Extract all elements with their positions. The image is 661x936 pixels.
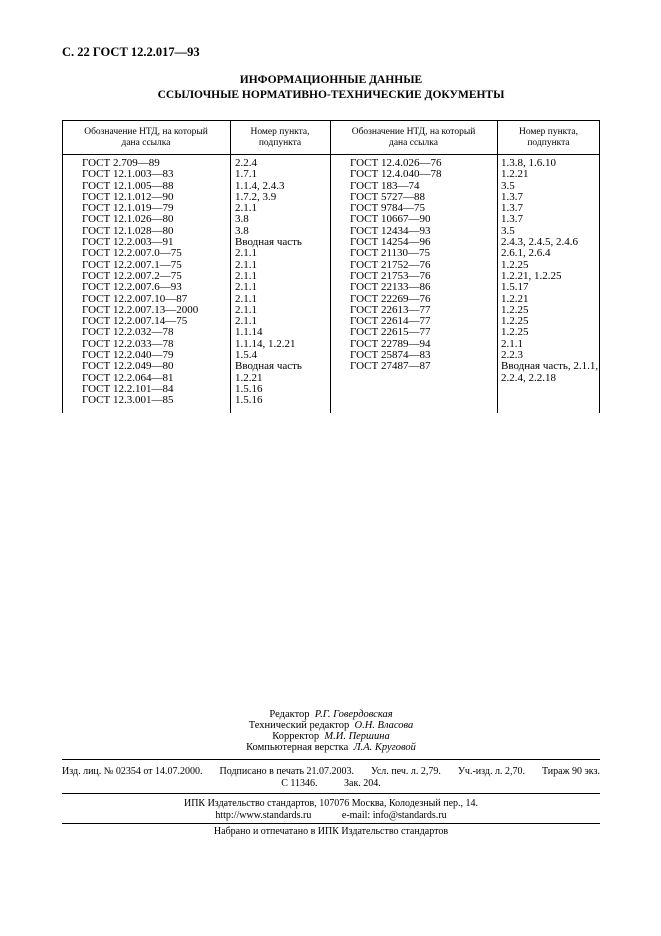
table-border-left xyxy=(62,121,63,413)
clause-number: 2.1.1 xyxy=(235,202,257,215)
imprint-printed-sheets: Усл. печ. л. 2,79. xyxy=(370,766,441,777)
credit-name: Р.Г. Говердовская xyxy=(314,709,393,720)
imprint-order: Зак. 204. xyxy=(344,778,381,789)
ntd-designation: ГОСТ 12.2.033—78 xyxy=(82,337,174,350)
doc-title-line2: ССЫЛОЧНЫЕ НОРМАТИВНО-ТЕХНИЧЕСКИЕ ДОКУМЕНТЫ xyxy=(157,89,505,101)
column-header-designation: Обозначение НТД, на который дана ссылка xyxy=(84,127,208,148)
credit-role: Компьютерная верстка xyxy=(246,742,349,753)
clause-number: 3.8 xyxy=(235,213,249,226)
table-row xyxy=(330,282,600,293)
publisher-address: ИПК Издательство стандартов, 107076 Москва, Колодезный пер., 14. xyxy=(183,798,479,809)
ntd-designation: ГОСТ 10667—90 xyxy=(350,213,431,226)
clause-number: 1.2.25 xyxy=(501,326,529,339)
credit-role: Технический редактор xyxy=(248,720,350,731)
column-header-number: Номер пункта, подпункта xyxy=(518,127,579,148)
clause-number: 2.1.1 xyxy=(235,247,257,260)
ntd-designation: ГОСТ 12.2.007.13—2000 xyxy=(82,303,199,316)
ntd-designation: ГОСТ 12.4.040—78 xyxy=(350,168,442,181)
imprint-publisher-sheets: Уч.-изд. л. 2,70. xyxy=(457,766,525,777)
clause-number: 1.2.21, 1.2.25 xyxy=(501,269,562,282)
imprint-license: Изд. лиц. № 02354 от 14.07.2000. xyxy=(62,766,203,777)
clause-number: 1.3.8, 1.6.10 xyxy=(501,157,556,169)
page-number-header: С. 22 ГОСТ 12.2.017—93 xyxy=(62,45,200,59)
ntd-designation: ГОСТ 14254—96 xyxy=(350,236,431,249)
table-column-divider xyxy=(330,121,331,413)
ntd-designation: ГОСТ 21130—75 xyxy=(350,247,431,260)
clause-number: 2.1.1 xyxy=(235,269,257,282)
ntd-designation: ГОСТ 12.2.032—78 xyxy=(82,326,174,339)
clause-number: 1.2.21 xyxy=(501,292,529,305)
clause-number: 3.5 xyxy=(501,224,515,237)
ntd-designation: ГОСТ 25874—83 xyxy=(350,349,431,362)
clause-number: 1.5.16 xyxy=(235,394,263,407)
ntd-designation: ГОСТ 12.2.007.2—75 xyxy=(82,269,182,282)
table-column-divider xyxy=(497,121,498,413)
imprint-circulation: Тираж 90 экз. xyxy=(541,766,600,777)
ntd-designation: ГОСТ 12434—93 xyxy=(350,224,431,237)
credit-line xyxy=(62,731,600,742)
ntd-designation: ГОСТ 22133—86 xyxy=(350,281,431,294)
clause-number: 1.5.16 xyxy=(235,382,263,395)
ntd-designation: ГОСТ 12.2.007.1—75 xyxy=(82,258,182,271)
divider xyxy=(62,823,600,824)
table-column-divider xyxy=(230,121,231,413)
ntd-designation: ГОСТ 22613—77 xyxy=(350,303,431,316)
clause-number: 2.1.1 xyxy=(235,258,257,271)
credit-line xyxy=(62,709,600,720)
clause-number: 2.2.3 xyxy=(501,349,523,362)
imprint-line2 xyxy=(62,778,600,789)
table-row xyxy=(62,169,330,180)
publisher-website: http://www.standards.ru xyxy=(215,809,312,821)
clause-number: 1.5.17 xyxy=(501,281,529,294)
ntd-designation: ГОСТ 12.3.001—85 xyxy=(82,394,174,407)
ntd-designation: ГОСТ 22789—94 xyxy=(350,337,431,350)
clause-number: 1.2.21 xyxy=(501,168,529,181)
clause-number: 1.1.14, 1.2.21 xyxy=(235,337,296,350)
table-right-half xyxy=(330,158,600,413)
credit-name: М.И. Першина xyxy=(324,731,390,742)
table-row xyxy=(62,361,330,372)
ntd-designation: ГОСТ 22615—77 xyxy=(350,326,431,339)
ntd-designation: ГОСТ 5727—88 xyxy=(350,190,425,203)
reference-table xyxy=(62,120,600,413)
clause-number: 3.5 xyxy=(501,179,515,192)
printed-note: Набрано и отпечатано в ИПК Издательство стандартов xyxy=(213,826,449,837)
ntd-designation: ГОСТ 12.1.019—79 xyxy=(82,202,174,215)
clause-number: 2.1.1 xyxy=(235,315,257,328)
table-row xyxy=(330,169,600,180)
column-header-number: Номер пункта, подпункта xyxy=(250,127,310,148)
credit-name: Л.А. Круговой xyxy=(353,742,416,753)
clause-number: 1.3.7 xyxy=(501,213,523,226)
clause-number: 1.3.7 xyxy=(501,190,523,203)
clause-number: 1.2.21 xyxy=(235,371,263,384)
table-border-right xyxy=(599,121,600,413)
clause-number: 2.1.1 xyxy=(235,292,257,305)
clause-number: 1.2.25 xyxy=(501,315,529,328)
ntd-designation: ГОСТ 12.2.007.6—93 xyxy=(82,281,182,294)
credit-name: О.Н. Власова xyxy=(354,720,414,731)
ntd-designation: ГОСТ 12.2.003—91 xyxy=(82,236,174,249)
divider xyxy=(62,793,600,794)
ntd-designation: ГОСТ 183—74 xyxy=(350,179,420,192)
column-header-designation: Обозначение НТД, на который дана ссылка xyxy=(351,127,476,148)
imprint-line xyxy=(62,766,600,777)
doc-title-line1: ИНФОРМАЦИОННЫЕ ДАННЫЕ xyxy=(239,74,423,86)
imprint-signed-date: Подписано в печать 21.07.2003. xyxy=(219,766,355,777)
ntd-designation: ГОСТ 12.2.040—79 xyxy=(82,349,174,362)
divider xyxy=(62,759,600,760)
clause-number: 2.1.1 xyxy=(235,303,257,316)
ntd-designation: ГОСТ 12.2.049—80 xyxy=(82,360,174,373)
clause-number: 1.1.14 xyxy=(235,326,263,339)
clause-number: 3.8 xyxy=(235,224,249,237)
clause-number: 2.1.1 xyxy=(501,337,523,350)
clause-number: 2.4.3, 2.4.5, 2.4.6 xyxy=(501,236,578,249)
clause-number: 1.5.4 xyxy=(235,349,257,362)
ntd-designation: ГОСТ 12.2.101—84 xyxy=(82,382,174,395)
table-left-half xyxy=(62,158,330,413)
publisher-block xyxy=(62,798,600,838)
clause-number: 1.1.4, 2.4.3 xyxy=(235,179,285,192)
publisher-email: e-mail: info@standards.ru xyxy=(341,809,447,821)
table-body xyxy=(62,155,600,413)
clause-number: 1.3.7 xyxy=(501,202,523,215)
ntd-designation: ГОСТ 12.1.003—83 xyxy=(82,168,174,181)
table-row xyxy=(62,395,330,406)
table-row xyxy=(330,248,600,259)
credit-line xyxy=(62,742,600,753)
ntd-designation: ГОСТ 9784—75 xyxy=(350,202,425,215)
clause-number: 1.2.25 xyxy=(501,303,529,316)
clause-number: 1.2.25 xyxy=(501,258,529,271)
imprint-series: С 11346. xyxy=(281,778,318,789)
clause-number: 2.2.4 xyxy=(235,157,257,169)
table-header-row xyxy=(62,121,600,155)
ntd-designation: ГОСТ 12.1.028—80 xyxy=(82,224,174,237)
ntd-designation: ГОСТ 22269—76 xyxy=(350,292,431,305)
ntd-designation: ГОСТ 12.1.005—88 xyxy=(82,179,174,192)
clause-number: 1.7.2, 3.9 xyxy=(235,190,277,203)
credit-role: Корректор xyxy=(272,731,320,742)
table-row xyxy=(330,361,600,384)
table-row xyxy=(62,282,330,293)
clause-number: 2.6.1, 2.6.4 xyxy=(501,247,551,260)
credit-role: Редактор xyxy=(269,709,310,720)
publisher-contacts xyxy=(62,810,600,822)
clause-number: 1.7.1 xyxy=(235,168,257,181)
ntd-designation: ГОСТ 21752—76 xyxy=(350,258,431,271)
ntd-designation: ГОСТ 12.2.007.14—75 xyxy=(82,315,188,328)
ntd-designation: ГОСТ 12.2.007.10—87 xyxy=(82,292,188,305)
clause-number: Вводная часть, 2.1.1, 2.2.4, 2.2.18 xyxy=(501,360,599,384)
clause-number: Вводная часть xyxy=(235,236,302,249)
ntd-designation: ГОСТ 12.2.007.0—75 xyxy=(82,247,182,260)
clause-number: Вводная часть xyxy=(235,360,302,373)
credit-line xyxy=(62,720,600,731)
credits-block xyxy=(62,709,600,753)
ntd-designation: ГОСТ 12.4.026—76 xyxy=(350,157,442,169)
ntd-designation: ГОСТ 12.1.012—90 xyxy=(82,190,174,203)
ntd-designation: ГОСТ 22614—77 xyxy=(350,315,431,328)
ntd-designation: ГОСТ 2.709—89 xyxy=(82,157,160,169)
ntd-designation: ГОСТ 21753—76 xyxy=(350,269,431,282)
title-block xyxy=(62,73,600,103)
clause-number: 2.1.1 xyxy=(235,281,257,294)
ntd-designation: ГОСТ 27487—87 xyxy=(350,360,431,373)
ntd-designation: ГОСТ 12.2.064—81 xyxy=(82,371,174,384)
table-row xyxy=(62,248,330,259)
ntd-designation: ГОСТ 12.1.026—80 xyxy=(82,213,174,226)
